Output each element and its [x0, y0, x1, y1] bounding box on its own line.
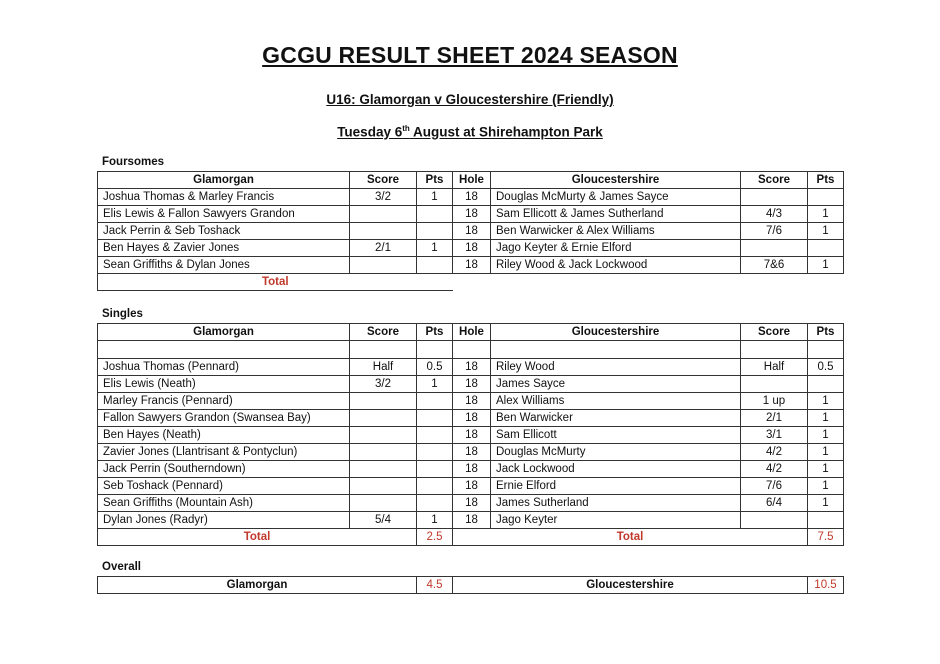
- gloucestershire-score: 1 up: [741, 393, 808, 410]
- gloucestershire-pts: 1: [808, 410, 844, 427]
- date-text: Tuesday 6: [337, 124, 403, 140]
- singles-label: Singles: [102, 308, 143, 320]
- gloucestershire-score: 4/2: [741, 461, 808, 478]
- gloucestershire-pts: 1: [808, 427, 844, 444]
- hole: 18: [453, 376, 491, 393]
- gloucestershire-score: 4/3: [741, 206, 808, 223]
- gloucestershire-score: [741, 376, 808, 393]
- singles-total-row: [98, 529, 844, 546]
- gloucestershire-player: Jack Lockwood: [491, 461, 741, 478]
- hole: 18: [453, 512, 491, 529]
- glamorgan-score: [350, 410, 417, 427]
- gloucestershire-player: Ben Warwicker & Alex Williams: [491, 223, 741, 240]
- glamorgan-pts: 1: [417, 240, 453, 257]
- header-pts: Pts: [417, 324, 453, 341]
- glamorgan-total: 2.5: [417, 529, 453, 546]
- glamorgan-player: Seb Toshack (Pennard): [98, 478, 350, 495]
- hole: 18: [453, 495, 491, 512]
- gloucestershire-player: Sam Ellicott: [491, 427, 741, 444]
- glamorgan-pts: 1: [417, 376, 453, 393]
- gloucestershire-score: 2/1: [741, 410, 808, 427]
- table-row: [98, 240, 844, 257]
- table-row: [98, 257, 844, 274]
- gloucestershire-player: Jago Keyter: [491, 512, 741, 529]
- overall-glamorgan-total: 4.5: [417, 577, 453, 594]
- header-pts: Pts: [417, 172, 453, 189]
- gloucestershire-score: [741, 189, 808, 206]
- singles-table: [97, 323, 844, 546]
- header-gloucestershire: Gloucestershire: [491, 324, 741, 341]
- table-row: [98, 223, 844, 240]
- gloucestershire-score: 7&6: [741, 257, 808, 274]
- hole: 18: [453, 257, 491, 274]
- header-score: Score: [350, 172, 417, 189]
- glamorgan-score: 3/2: [350, 376, 417, 393]
- glamorgan-player: Jack Perrin (Southerndown): [98, 461, 350, 478]
- glamorgan-pts: [417, 478, 453, 495]
- hole: 18: [453, 461, 491, 478]
- gloucestershire-score: 6/4: [741, 495, 808, 512]
- date-suffix: th: [402, 124, 410, 133]
- header-score: Score: [741, 172, 808, 189]
- gloucestershire-player: Douglas McMurty: [491, 444, 741, 461]
- overall-label: Overall: [102, 561, 141, 573]
- hole: 18: [453, 393, 491, 410]
- page-title: GCGU RESULT SHEET 2024 SEASON: [262, 42, 678, 68]
- header-pts: Pts: [808, 172, 844, 189]
- hole: 18: [453, 444, 491, 461]
- overall-table: [97, 576, 844, 594]
- foursomes-rows: [98, 189, 844, 274]
- match-date: [0, 124, 940, 140]
- header-score: Score: [741, 324, 808, 341]
- gloucestershire-total-label: Total: [453, 529, 808, 546]
- gloucestershire-pts: 1: [808, 223, 844, 240]
- hole: 18: [453, 206, 491, 223]
- glamorgan-score: [350, 223, 417, 240]
- glamorgan-total-label: Total: [98, 529, 417, 546]
- foursomes-table: [97, 171, 844, 291]
- glamorgan-score: [350, 427, 417, 444]
- glamorgan-player: Sean Griffiths & Dylan Jones: [98, 257, 350, 274]
- gloucestershire-pts: 1: [808, 206, 844, 223]
- gloucestershire-pts: 1: [808, 257, 844, 274]
- gloucestershire-score: 7/6: [741, 223, 808, 240]
- gloucestershire-pts: 1: [808, 444, 844, 461]
- table-row: [98, 427, 844, 444]
- glamorgan-score: [350, 444, 417, 461]
- glamorgan-score: [350, 461, 417, 478]
- gloucestershire-pts: 1: [808, 393, 844, 410]
- glamorgan-pts: 1: [417, 512, 453, 529]
- hole: 18: [453, 427, 491, 444]
- gloucestershire-pts: [808, 376, 844, 393]
- glamorgan-pts: [417, 461, 453, 478]
- gloucestershire-player: Alex Williams: [491, 393, 741, 410]
- table-row: [98, 461, 844, 478]
- singles-rows: [98, 359, 844, 546]
- table-row: [98, 495, 844, 512]
- hole: 18: [453, 410, 491, 427]
- gloucestershire-score: 7/6: [741, 478, 808, 495]
- gloucestershire-player: Jago Keyter & Ernie Elford: [491, 240, 741, 257]
- table-row: [98, 512, 844, 529]
- gloucestershire-total: 7.5: [808, 529, 844, 546]
- gloucestershire-player: Ernie Elford: [491, 478, 741, 495]
- glamorgan-pts: [417, 257, 453, 274]
- spacer-row: [98, 341, 844, 359]
- gloucestershire-score: 3/1: [741, 427, 808, 444]
- table-row: [98, 189, 844, 206]
- glamorgan-score: 3/2: [350, 189, 417, 206]
- header-row: [98, 324, 844, 341]
- gloucestershire-pts: 1: [808, 478, 844, 495]
- glamorgan-score: [350, 257, 417, 274]
- hole: 18: [453, 240, 491, 257]
- glamorgan-pts: [417, 393, 453, 410]
- gloucestershire-score: 4/2: [741, 444, 808, 461]
- header-glamorgan: Glamorgan: [98, 324, 350, 341]
- header-score: Score: [350, 324, 417, 341]
- total-label: Total: [98, 274, 453, 291]
- gloucestershire-pts: 1: [808, 495, 844, 512]
- glamorgan-score: [350, 206, 417, 223]
- header-glamorgan: Glamorgan: [98, 172, 350, 189]
- glamorgan-player: Dylan Jones (Radyr): [98, 512, 350, 529]
- gloucestershire-player: Douglas McMurty & James Sayce: [491, 189, 741, 206]
- match-subtitle: U16: Glamorgan v Gloucestershire (Friendly): [326, 92, 614, 107]
- glamorgan-player: Joshua Thomas (Pennard): [98, 359, 350, 376]
- glamorgan-player: Ben Hayes & Zavier Jones: [98, 240, 350, 257]
- table-row: [98, 359, 844, 376]
- table-row: [98, 444, 844, 461]
- glamorgan-score: [350, 478, 417, 495]
- glamorgan-pts: [417, 495, 453, 512]
- glamorgan-pts: [417, 427, 453, 444]
- glamorgan-pts: [417, 223, 453, 240]
- table-row: [98, 206, 844, 223]
- header-gloucestershire: Gloucestershire: [491, 172, 741, 189]
- glamorgan-score: 5/4: [350, 512, 417, 529]
- header-hole: Hole: [453, 324, 491, 341]
- gloucestershire-pts: 1: [808, 461, 844, 478]
- gloucestershire-player: James Sayce: [491, 376, 741, 393]
- date-venue: August at Shirehampton Park: [409, 124, 603, 140]
- gloucestershire-player: Ben Warwicker: [491, 410, 741, 427]
- gloucestershire-pts: [808, 240, 844, 257]
- glamorgan-pts: [417, 410, 453, 427]
- glamorgan-player: Zavier Jones (Llantrisant & Pontyclun): [98, 444, 350, 461]
- glamorgan-player: Sean Griffiths (Mountain Ash): [98, 495, 350, 512]
- table-row: [98, 410, 844, 427]
- foursomes-label: Foursomes: [102, 156, 164, 168]
- glamorgan-score: Half: [350, 359, 417, 376]
- glamorgan-pts: [417, 206, 453, 223]
- table-row: [98, 376, 844, 393]
- overall-gloucestershire-total: 10.5: [808, 577, 844, 594]
- overall-gloucestershire: Gloucestershire: [453, 577, 808, 594]
- header-row: [98, 172, 844, 189]
- header-pts: Pts: [808, 324, 844, 341]
- table-row: [98, 393, 844, 410]
- glamorgan-player: Ben Hayes (Neath): [98, 427, 350, 444]
- gloucestershire-player: James Sutherland: [491, 495, 741, 512]
- gloucestershire-score: [741, 240, 808, 257]
- glamorgan-score: [350, 393, 417, 410]
- table-row: [98, 478, 844, 495]
- header-hole: Hole: [453, 172, 491, 189]
- gloucestershire-pts: 0.5: [808, 359, 844, 376]
- gloucestershire-player: Riley Wood & Jack Lockwood: [491, 257, 741, 274]
- gloucestershire-score: Half: [741, 359, 808, 376]
- hole: 18: [453, 223, 491, 240]
- foursomes-total-row: [98, 274, 844, 291]
- glamorgan-player: Fallon Sawyers Grandon (Swansea Bay): [98, 410, 350, 427]
- hole: 18: [453, 189, 491, 206]
- overall-row: [98, 577, 844, 594]
- gloucestershire-player: Riley Wood: [491, 359, 741, 376]
- gloucestershire-pts: [808, 512, 844, 529]
- glamorgan-score: 2/1: [350, 240, 417, 257]
- gloucestershire-pts: [808, 189, 844, 206]
- hole: 18: [453, 359, 491, 376]
- glamorgan-player: Marley Francis (Pennard): [98, 393, 350, 410]
- glamorgan-pts: 1: [417, 189, 453, 206]
- hole: 18: [453, 478, 491, 495]
- glamorgan-pts: 0.5: [417, 359, 453, 376]
- gloucestershire-score: [741, 512, 808, 529]
- glamorgan-player: Elis Lewis (Neath): [98, 376, 350, 393]
- glamorgan-player: Elis Lewis & Fallon Sawyers Grandon: [98, 206, 350, 223]
- overall-glamorgan: Glamorgan: [98, 577, 417, 594]
- glamorgan-pts: [417, 444, 453, 461]
- glamorgan-player: Joshua Thomas & Marley Francis: [98, 189, 350, 206]
- glamorgan-player: Jack Perrin & Seb Toshack: [98, 223, 350, 240]
- gloucestershire-player: Sam Ellicott & James Sutherland: [491, 206, 741, 223]
- glamorgan-score: [350, 495, 417, 512]
